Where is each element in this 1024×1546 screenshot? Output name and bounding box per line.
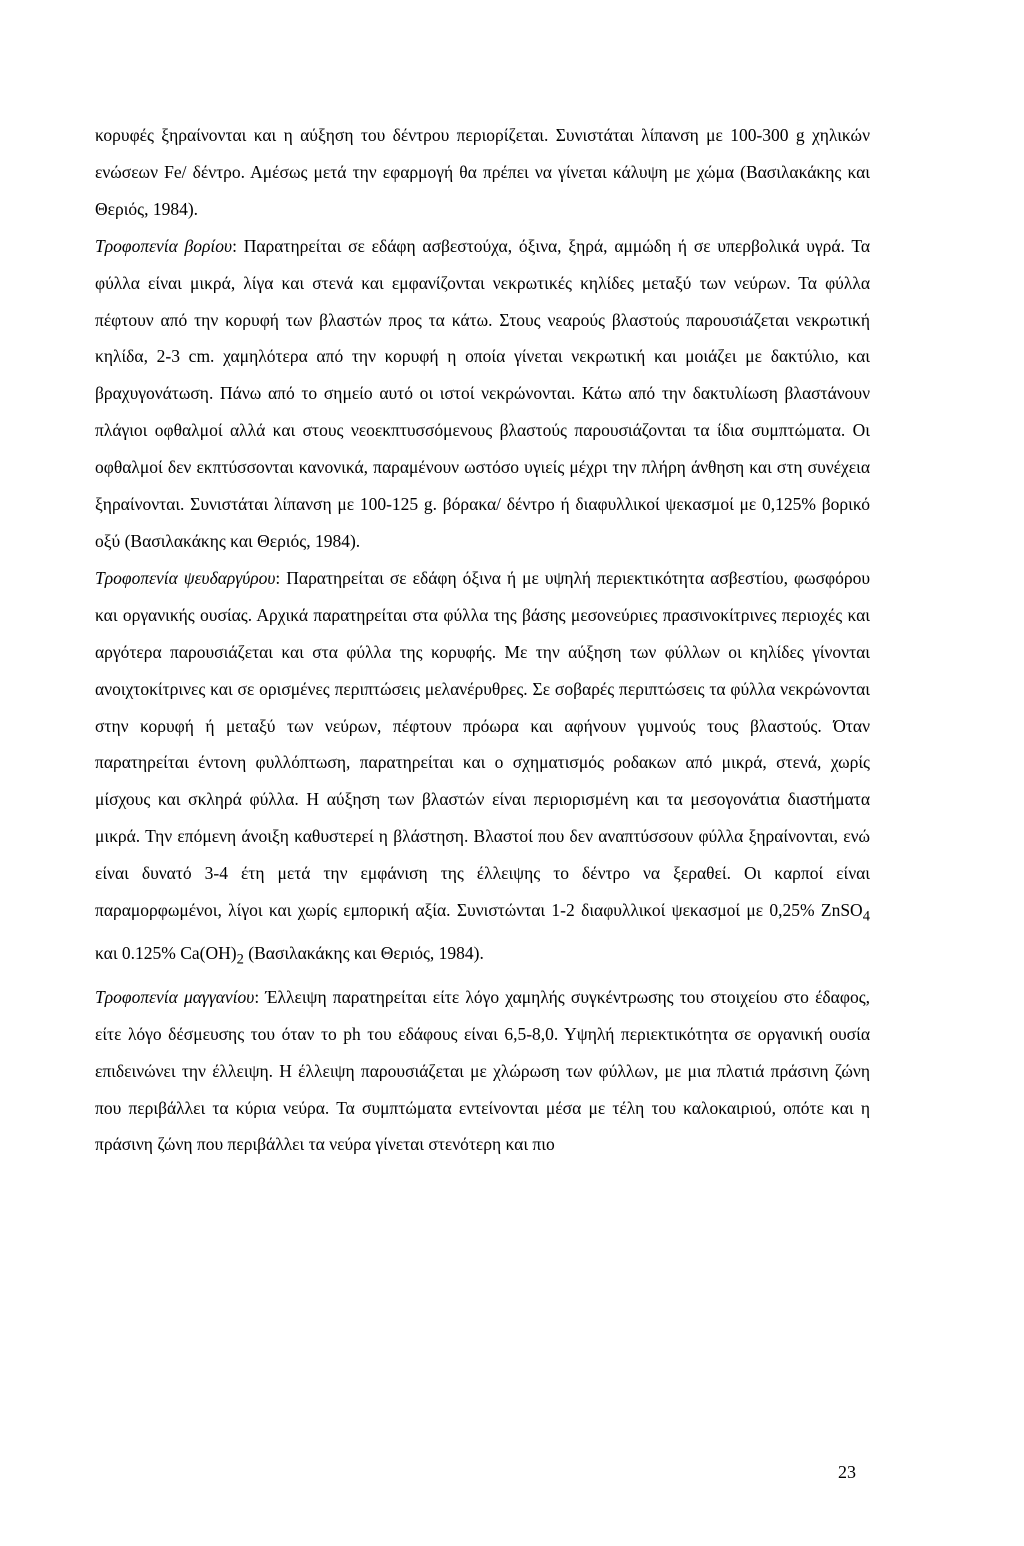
paragraph-iron — [95, 117, 870, 228]
paragraph-iron-text: κορυφές ξηραίνονται και η αύξηση του δέντρου περιορίζεται. Συνιστάται λίπανση με 100-300 g χηλικών ενώσεων Fe/ δέντρο. Αμέσως μετά την εφαρμογή θα πρέπει να γίνεται κάλυψη με χώμα (Βασιλακάκης και Θεριός, 1984). — [95, 125, 870, 219]
paragraph-manganese — [95, 979, 870, 1164]
paragraph-manganese-text: : Έλλειψη παρατηρείται είτε λόγο χαμηλής συγκέντρωσης του στοιχείου στο έδαφος, είτε λόγο δέσμευσης του όταν το ph του εδάφους είναι 6,5-8,0. Υψηλή περιεκτικότητα σε οργανική ουσία επιδεινώνει την έλλειψη. Η έλλειψη παρουσιάζεται με χλώρωση των φύλλων, με μια πλατιά πράσινη ζώνη που περιβάλλει τα κύρια νεύρα. Τα συμπτώματα εντείνονται μέσα με τέλη του καλοκαιριού, οπότε και η πράσινη ζώνη που περιβάλλει τα νεύρα γίνεται στενότερη και πιο — [95, 986, 870, 1155]
manganese-deficiency-term: Τροφοπενία μαγγανίου — [95, 986, 255, 1007]
page-number: 23 — [838, 1462, 856, 1482]
body-text — [95, 117, 870, 1163]
paragraph-boron — [95, 228, 870, 560]
paragraph-zinc-text-b: και 0.125% Ca(OH) — [95, 943, 237, 964]
paragraph-zinc-text-c: (Βασιλακάκης και Θεριός, 1984). — [243, 943, 484, 964]
caoh2-subscript: 2 — [236, 951, 244, 968]
paragraph-zinc-text-a: : Παρατηρείται σε εδάφη όξινα ή με υψηλή περιεκτικότητα ασβεστίου, φωσφόρου και οργανικής ουσίας. Αρχικά παρατηρείται στα φύλλα της βάσης μεσονεύριες πρασινοκίτρινες περιοχές και αργότερα παρουσιάζεται και στα φύλλα της κορυφής. Με την αύξηση των φύλλων οι κηλίδες γίνονται ανοιχτοκίτρινες και σε ορισμένες περιπτώσεις μελανέρυθρες. Σε σοβαρές περιπτώσεις τα φύλλα νεκρώνονται στην κορυφή ή μεταξύ των νεύρων, πέφτουν πρόωρα και αφήνουν γυμνούς τους βλαστούς. Όταν παρατηρείται έντονη φυλλόπτωση, παρατηρείται και ο σχηματισμός ροδακων από μικρά, στενά, χωρίς μίσχους και σκληρά φύλλα. Η αύξηση των βλαστών είναι περιορισμένη και τα μεσογονάτια διαστήματα μικρά. Την επόμενη άνοιξη καθυστερεί η βλάστηση. Βλαστοί που δεν αναπτύσσουν φύλλα ξηραίνονται, ενώ είναι δυνατό 3-4 έτη μετά την εμφάνιση της έλλειψης το δέντρο να ξεραθεί. Οι καρποί είναι παραμορφωμένοι, λίγοι και χωρίς εμπορική αξία. Συνιστώνται 1-2 διαφυλλικοί ψεκασμοί με 0,25% ZnSO — [95, 567, 871, 921]
paragraph-zinc — [95, 560, 870, 979]
znso4-subscript: 4 — [862, 908, 870, 925]
zinc-deficiency-term: Τροφοπενία ψευδαργύρου — [95, 567, 276, 588]
boron-deficiency-term: Τροφοπενία βορίου — [95, 235, 233, 256]
paragraph-boron-text: : Παρατηρείται σε εδάφη ασβεστούχα, όξινα, ξηρά, αμμώδη ή σε υπερβολικά υγρά. Τα φύλλα είναι μικρά, λίγα και στενά και εμφανίζονται νεκρωτικές κηλίδες μεταξύ των νεύρων. Τα φύλλα πέφτουν από την κορυφή των βλαστών προς τα κάτω. Στους νεαρούς βλαστούς παρουσιάζεται νεκρωτική κηλίδα, 2-3 cm. χαμηλότερα από την κορυφή η οποία γίνεται νεκρωτική και μοιάζει με δακτύλιο, και βραχυγονάτωση. Πάνω από το σημείο αυτό οι ιστοί νεκρώνονται. Κάτω από την δακτυλίωση βλαστάνουν πλάγιοι οφθαλμοί αλλά και στους νεοεκπτυσσόμενους βλαστούς παρουσιάζονται τα ίδια συμπτώματα. Οι οφθαλμοί δεν εκπτύσσονται κανονικά, παραμένουν ωστόσο υγιείς μέχρι την πλήρη άνθηση και στη συνέχεια ξηραίνονται. Συνιστάται λίπανση με 100-125 g. βόρακα/ δέντρο ή διαφυλλικοί ψεκασμοί με 0,125% βορικό οξύ (Βασιλακάκης και Θεριός, 1984). — [95, 235, 870, 551]
